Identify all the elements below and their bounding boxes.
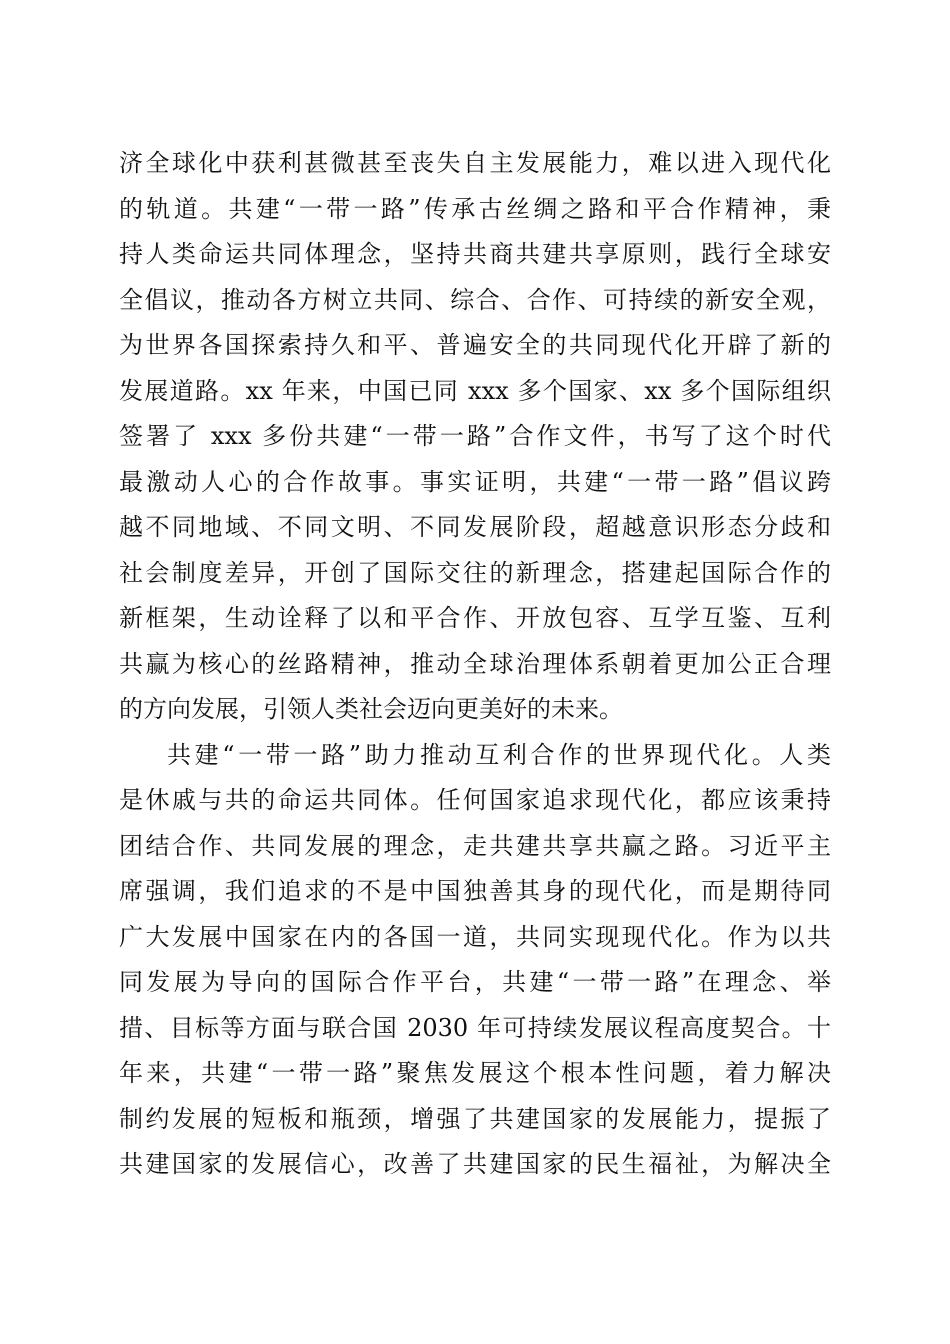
- text-line: 发展道路。xx 年来，中国已同 xxx 多个国家、xx 多个国际组织: [119, 376, 831, 405]
- text-line: 是休戚与共的命运共同体。任何国家追求现代化，都应该秉持: [119, 786, 831, 814]
- document-body: [119, 141, 831, 1188]
- paragraph-start-line: 共建“一带一路”助力推动互利合作的世界现代化。人类: [167, 740, 831, 769]
- text-line: 为世界各国探索持久和平、普遍安全的共同现代化开辟了新的: [119, 331, 831, 359]
- text-line: 制约发展的短板和瓶颈，增强了共建国家的发展能力，提振了: [119, 1104, 831, 1133]
- text-line: 的轨道。共建“一带一路”传承古丝绸之路和平合作精神，秉: [119, 194, 831, 223]
- text-line: 年来，共建“一带一路”聚焦发展这个根本性问题，着力解决: [119, 1059, 831, 1087]
- text-line: 济全球化中获利甚微甚至丧失自主发展能力，难以进入现代化: [119, 149, 831, 177]
- text-line: 同发展为导向的国际合作平台，共建“一带一路”在理念、举: [119, 968, 831, 996]
- text-line: 最激动人心的合作故事。事实证明，共建“一带一路”倡议跨: [119, 467, 831, 496]
- text-line: 全倡议，推动各方树立共同、综合、合作、可持续的新安全观，: [119, 285, 831, 314]
- text-line: 越不同地域、不同文明、不同发展阶段，超越意识形态分歧和: [119, 513, 831, 541]
- text-line: 持人类命运共同体理念，坚持共商共建共享原则，践行全球安: [119, 240, 831, 268]
- text-line: 社会制度差异，开创了国际交往的新理念，搭建起国际合作的: [119, 558, 831, 587]
- text-line: 共建国家的发展信心，改善了共建国家的民生福祉，为解决全: [119, 1150, 831, 1178]
- text-line: 措、目标等方面与联合国 2030 年可持续发展议程高度契合。十: [119, 1013, 831, 1042]
- paragraph-end-line: 的方向发展，引领人类社会迈向更美好的未来。: [119, 695, 623, 723]
- text-line: 广大发展中国家在内的各国一道，共同实现现代化。作为以共: [119, 922, 831, 951]
- text-line: 新框架，生动诠释了以和平合作、开放包容、互学互鉴、互利: [119, 604, 831, 632]
- text-line: 席强调，我们追求的不是中国独善其身的现代化，而是期待同: [119, 877, 831, 905]
- text-line: 共赢为核心的丝路精神，推动全球治理体系朝着更加公正合理: [119, 649, 831, 678]
- text-line: 团结合作、共同发展的理念，走共建共享共赢之路。习近平主: [119, 831, 831, 860]
- text-line: 签署了 xxx 多份共建“一带一路”合作文件，书写了这个时代: [119, 422, 831, 450]
